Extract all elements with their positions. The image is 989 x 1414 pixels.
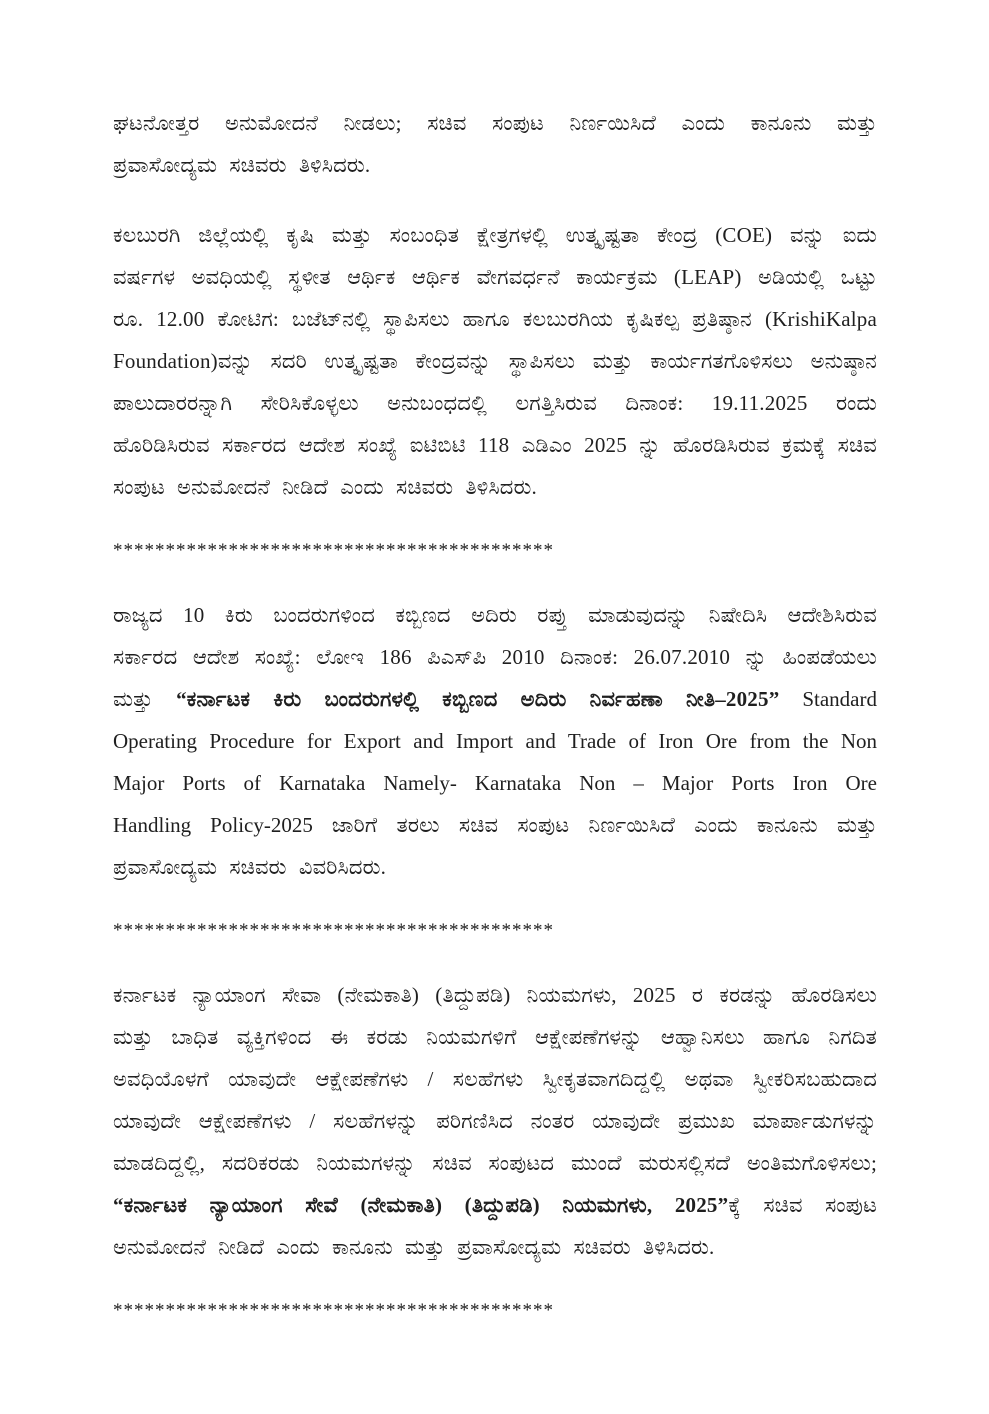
- separator-asterisks: ******************************************: [113, 1300, 554, 1321]
- separator-asterisks: ******************************************: [113, 540, 554, 561]
- text-segment: ಘಟನೋತ್ತರ ಅನುಮೋದನೆ ನೀಡಲು; ಸಚಿವ ಸಂಪುಟ ನಿರ್ಣಯಿಸಿದೆ ಎಂದು ಕಾನೂನು ಮತ್ತು ಪ್ರವಾಸೋದ್ಯಮ ಸಚಿವರು ತಿಳಿಸಿದರು.: [113, 111, 877, 177]
- paragraph-iron-ore-policy: [113, 594, 877, 888]
- text-segment: ಕಲಬುರಗಿ ಜಿಲ್ಲೆಯಲ್ಲಿ ಕೃಷಿ ಮತ್ತು ಸಂಬಂಧಿತ ಕ್ಷೇತ್ರಗಳಲ್ಲಿ ಉತ್ಕೃಷ್ಟತಾ ಕೇಂದ್ರ (COE) ವನ್ನು ಐದು ವರ್ಷಗಳ ಅವಧಿಯಲ್ಲಿ ಸ್ಥಳೀತ ಆರ್ಥಿಕ ಆರ್ಥಿಕ ವೇಗವರ್ಧನೆ ಕಾರ್ಯಕ್ರಮ (LEAP) ಅಡಿಯಲ್ಲಿ ಒಟ್ಟು ರೂ. 12.00 ಕೋಟಿಗ: ಬಜೆಟ್‌ನಲ್ಲಿ ಸ್ಥಾಪಿಸಲು ಹಾಗೂ ಕಲಬುರಗಿಯ ಕೃಷಿಕಲ್ಪ ಪ್ರತಿಷ್ಠಾನ (KrishiKalpa Foundation)ವನ್ನು ಸದರಿ ಉತ್ಕೃಷ್ಟತಾ ಕೇಂದ್ರವನ್ನು ಸ್ಥಾಪಿಸಲು ಮತ್ತು ಕಾರ್ಯಗತಗೊಳಿಸಲು ಅನುಷ್ಠಾನ ಪಾಲುದಾರರನ್ನಾಗಿ ಸೇರಿಸಿಕೊಳ್ಳಲು ಅನುಬಂಧದಲ್ಲಿ ಲಗತ್ತಿಸಿರುವ ದಿನಾಂಕ: 19.11.2025 ರಂದು ಹೊರಿಡಿಸಿರುವ ಸರ್ಕಾರದ ಆದೇಶ ಸಂಖ್ಯೆ ಐಟಿಬಿಟಿ 118 ಎಡಿಎಂ 2025 ನ್ನು ಹೊರಡಿಸಿರುವ ಕ್ರಮಕ್ಕೆ ಸಚಿವ ಸಂಪುಟ ಅನುಮೋದನೆ ನೀಡಿದೆ ಎಂದು ಸಚಿವರು ತಿಳಿಸಿದರು.: [113, 223, 877, 499]
- document-content: [113, 102, 877, 1326]
- text-segment: ಕರ್ನಾಟಕ ನ್ಯಾಯಾಂಗ ಸೇವಾ (ನೇಮಕಾತಿ) (ತಿದ್ದುಪಡಿ) ನಿಯಮಗಳು, 2025 ರ ಕರಡನ್ನು ಹೊರಡಿಸಲು ಮತ್ತು ಬಾಧಿತ ವ್ಯಕ್ತಿಗಳಿಂದ ಈ ಕರಡು ನಿಯಮಗಳಿಗೆ ಆಕ್ಷೇಪಣೆಗಳನ್ನು ಆಹ್ವಾನಿಸಲು ಹಾಗೂ ನಿಗದಿತ ಅವಧಿಯೊಳಗೆ ಯಾವುದೇ ಆಕ್ಷೇಪಣೆಗಳು / ಸಲಹೆಗಳು ಸ್ವೀಕೃತವಾಗದಿದ್ದಲ್ಲಿ ಅಥವಾ ಸ್ವೀಕರಿಸಬಹುದಾದ ಯಾವುದೇ ಆಕ್ಷೇಪಣೆಗಳು / ಸಲಹೆಗಳನ್ನು ಪರಿಗಣಿಸಿದ ನಂತರ ಯಾವುದೇ ಪ್ರಮುಖ ಮಾರ್ಪಾಡುಗಳನ್ನು ಮಾಡದಿದ್ದಲ್ಲಿ, ಸದರಿಕರಡು ನಿಯಮಗಳನ್ನು ಸಚಿವ ಸಂಪುಟದ ಮುಂದೆ ಮರುಸಲ್ಲಿಸದೆ ಅಂತಿಮಗೊಳಿಸಲು;: [113, 983, 877, 1175]
- text-segment: “ಕರ್ನಾಟಕ ನ್ಯಾಯಾಂಗ ಸೇವೆ (ನೇಮಕಾತಿ) (ತಿದ್ದುಪಡಿ) ನಿಯಮಗಳು, 2025”: [113, 1193, 729, 1217]
- text-segment: “ಕರ್ನಾಟಕ ಕಿರು ಬಂದರುಗಳಲ್ಲಿ ಕಬ್ಬಿಣದ ಅದಿರು ನಿರ್ವಹಣಾ ನೀತಿ–2025”: [176, 687, 780, 711]
- paragraph-judicial-service-rules: [113, 974, 877, 1268]
- text-segment: Standard Operating Procedure for Export and Import and Trade of Iron Ore from the Non Major Ports of Karnataka Namely- Karnataka Non – Major Ports Iron Ore Handling Policy-2025: [113, 687, 878, 837]
- paragraph-post-facto-approval: [113, 102, 877, 186]
- paragraph-kalaburagi-coe: [113, 214, 877, 508]
- separator-asterisks: ******************************************: [113, 920, 554, 941]
- text-segment: ರಾಜ್ಯದ 10 ಕಿರು ಬಂದರುಗಳಿಂದ ಕಬ್ಬಿಣದ ಅದಿರು ರಪ್ತು ಮಾಡುವುದನ್ನು ನಿಷೇದಿಸಿ ಆದೇಶಿಸಿರುವ ಸರ್ಕಾರದ ಆದೇಶ ಸಂಖ್ಯೆ: ಲೋಇ 186 ಪಿಎಸ್‌ಪಿ 2010 ದಿನಾಂಕ: 26.07.2010 ನ್ನು ಹಿಂಪಡೆಯಲು ಮತ್ತು: [113, 603, 877, 711]
- text-segment: ಕ್ಕೆ ಸಚಿವ ಸಂಪುಟ ಅನುಮೋದನೆ ನೀಡಿದೆ ಎಂದು ಕಾನೂನು ಮತ್ತು ಪ್ರವಾಸೋದ್ಯಮ ಸಚಿವರು ತಿಳಿಸಿದರು.: [113, 1193, 878, 1259]
- text-segment: ಜಾರಿಗೆ ತರಲು ಸಚಿವ ಸಂಪುಟ ನಿರ್ಣಯಿಸಿದೆ ಎಂದು ಕಾನೂನು ಮತ್ತು ಪ್ರವಾಸೋದ್ಯಮ ಸಚಿವರು ವಿವರಿಸಿದರು.: [113, 813, 877, 879]
